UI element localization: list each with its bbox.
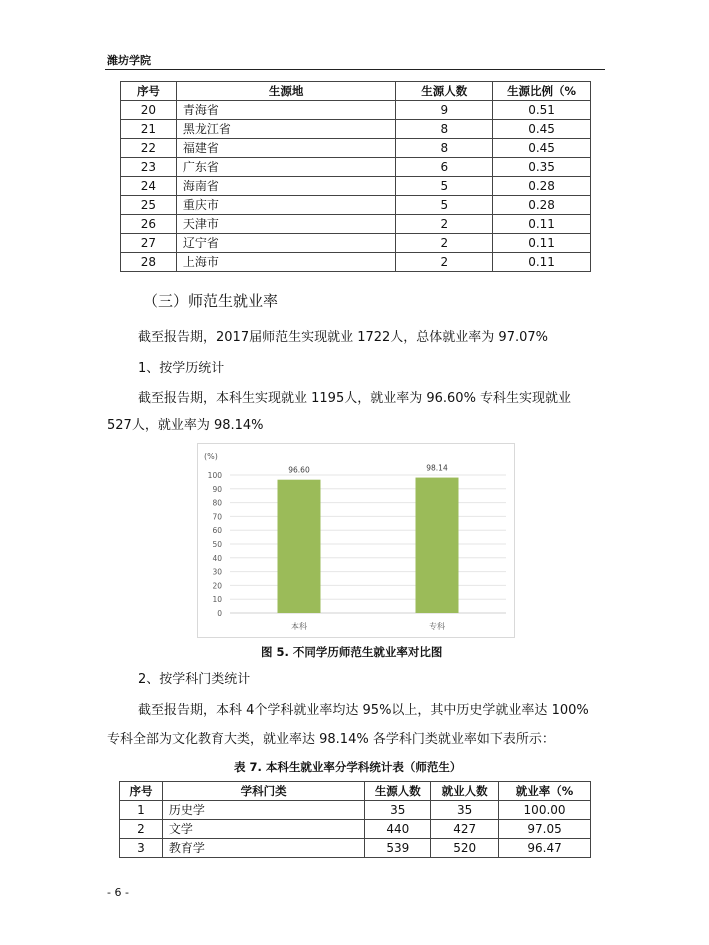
- table-cell: 重庆市: [176, 196, 395, 215]
- table-row: [121, 253, 591, 272]
- data-label: 98.14: [426, 463, 448, 473]
- table-cell: 2: [396, 234, 493, 253]
- y-tick-label: 10: [212, 595, 222, 605]
- subheading-by-discipline: 2、按学科门类统计: [138, 672, 251, 687]
- table-cell: 8: [396, 120, 493, 139]
- table-cell: 35: [431, 801, 499, 820]
- y-tick-label: 60: [212, 526, 222, 536]
- table-caption: 表 7. 本科生就业率分学科统计表（师范生）: [234, 760, 462, 774]
- table-header-row: [121, 82, 591, 101]
- data-label: 96.60: [288, 465, 310, 475]
- y-tick-label: 50: [212, 540, 222, 549]
- table-cell: 0.28: [493, 196, 591, 215]
- table-header-row: [120, 782, 591, 801]
- table-cell: 0.11: [493, 234, 591, 253]
- table-cell: 广东省: [176, 158, 395, 177]
- table-cell: 97.05: [499, 820, 591, 839]
- table-cell: 2: [120, 820, 163, 839]
- table-cell: 23: [121, 158, 177, 177]
- column-header: 序号: [120, 782, 163, 801]
- bar-zhuanke: [416, 478, 459, 613]
- column-header: 生源人数: [396, 82, 493, 101]
- table-cell: 6: [396, 158, 493, 177]
- table-cell: 0.11: [493, 253, 591, 272]
- table-cell: 文学: [162, 820, 364, 839]
- paragraph-discipline-line1: 截至报告期，本科 4个学科就业率均达 95%以上，其中历史学就业率达 100%: [138, 703, 589, 718]
- table-cell: 20: [121, 101, 177, 120]
- column-header: 就业人数: [431, 782, 499, 801]
- discipline-employment-table: [119, 781, 591, 858]
- y-tick-label: 30: [212, 567, 222, 577]
- table-cell: 0.11: [493, 215, 591, 234]
- table-row: [120, 820, 591, 839]
- subheading-by-education: 1、按学历统计: [138, 361, 225, 376]
- table-cell: 9: [396, 101, 493, 120]
- table-cell: 天津市: [176, 215, 395, 234]
- table-cell: 0.35: [493, 158, 591, 177]
- column-header: 学科门类: [162, 782, 364, 801]
- table-cell: 26: [121, 215, 177, 234]
- table-row: [120, 839, 591, 858]
- table-cell: 2: [396, 253, 493, 272]
- table-cell: 1: [120, 801, 163, 820]
- table-cell: 5: [396, 196, 493, 215]
- table-cell: 520: [431, 839, 499, 858]
- paragraph-education-line2: 527人，就业率为 98.14%: [107, 418, 264, 433]
- table-row: [121, 215, 591, 234]
- table-cell: 青海省: [176, 101, 395, 120]
- table-cell: 27: [121, 234, 177, 253]
- bar-chart-svg: [198, 444, 514, 637]
- column-header: 生源人数: [365, 782, 431, 801]
- table-cell: 上海市: [176, 253, 395, 272]
- table-row: [120, 801, 591, 820]
- x-tick-label: 专科: [429, 622, 445, 631]
- table-cell: 96.47: [499, 839, 591, 858]
- table-cell: 0.45: [493, 139, 591, 158]
- y-tick-label: 20: [212, 581, 222, 591]
- x-tick-label: 本科: [291, 622, 307, 631]
- table-row: [121, 196, 591, 215]
- column-header: 序号: [121, 82, 177, 101]
- table-cell: 0.45: [493, 120, 591, 139]
- y-tick-label: 100: [207, 471, 222, 480]
- table-row: [121, 158, 591, 177]
- table-row: [121, 177, 591, 196]
- column-header: 生源地: [176, 82, 395, 101]
- table-cell: 28: [121, 253, 177, 272]
- table-row: [121, 234, 591, 253]
- y-tick-label: 0: [217, 609, 222, 618]
- table-cell: 5: [396, 177, 493, 196]
- table-cell: 24: [121, 177, 177, 196]
- section-heading: （三）师范生就业率: [143, 292, 279, 310]
- table-cell: 8: [396, 139, 493, 158]
- y-tick-label: 80: [212, 498, 222, 508]
- paragraph-discipline-line2: 专科全部为文化教育大类，就业率达 98.14% 各学科门类就业率如下表所示：: [107, 732, 555, 747]
- table-cell: 440: [365, 820, 431, 839]
- table-cell: 辽宁省: [176, 234, 395, 253]
- page-number: - 6 -: [107, 886, 129, 899]
- y-tick-label: 90: [212, 484, 222, 494]
- column-header: 就业率（%: [499, 782, 591, 801]
- header-title: 潍坊学院: [107, 54, 151, 67]
- paragraph-overall-rate: 截至报告期，2017届师范生实现就业 1722人，总体就业率为 97.07%: [138, 330, 549, 345]
- y-axis-unit-label: (%): [204, 452, 218, 461]
- paragraph-education-line1: 截至报告期，本科生实现就业 1195人，就业率为 96.60% 专科生实现就业: [138, 391, 572, 406]
- origin-table: [120, 81, 591, 272]
- table-cell: 21: [121, 120, 177, 139]
- table-cell: 黑龙江省: [176, 120, 395, 139]
- table-cell: 539: [365, 839, 431, 858]
- table-cell: 历史学: [162, 801, 364, 820]
- table-cell: 福建省: [176, 139, 395, 158]
- table-cell: 25: [121, 196, 177, 215]
- bar-chart: [197, 443, 515, 638]
- table-cell: 100.00: [499, 801, 591, 820]
- table-cell: 教育学: [162, 839, 364, 858]
- y-tick-label: 40: [212, 553, 222, 563]
- table-row: [121, 120, 591, 139]
- table-cell: 3: [120, 839, 163, 858]
- figure-caption: 图 5. 不同学历师范生就业率对比图: [261, 645, 443, 659]
- table-cell: 22: [121, 139, 177, 158]
- column-header: 生源比例（%: [493, 82, 591, 101]
- table-cell: 0.28: [493, 177, 591, 196]
- bar-benke: [278, 480, 321, 613]
- table-cell: 427: [431, 820, 499, 839]
- table-row: [121, 139, 591, 158]
- table-cell: 2: [396, 215, 493, 234]
- header-divider: [105, 69, 605, 70]
- y-tick-label: 70: [212, 512, 222, 522]
- table-cell: 35: [365, 801, 431, 820]
- table-cell: 海南省: [176, 177, 395, 196]
- table-cell: 0.51: [493, 101, 591, 120]
- table-row: [121, 101, 591, 120]
